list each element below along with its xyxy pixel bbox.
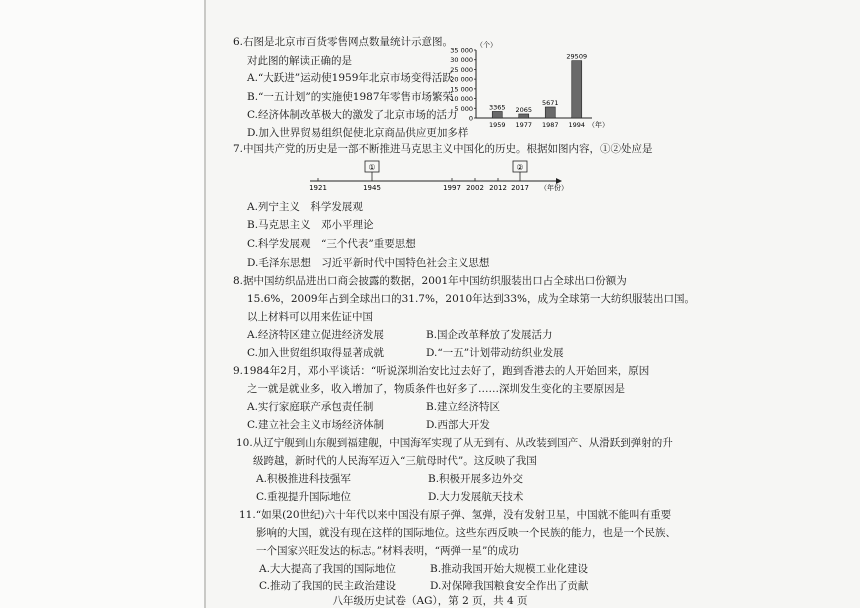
q8-line-1: 8.据中国纺织品进出口商会披露的数据，2001年中国纺织服装出口占全球出口份额为 [233, 275, 627, 287]
chart-value-label: 3365 [488, 103, 506, 112]
chart-x-tick-label: 1977 [515, 121, 533, 129]
q9-line-2: 之一就是就业多，收入增加了，物质条件也好多了……深圳发生变化的主要原因是 [247, 383, 625, 395]
chart-x-unit: （年） [588, 121, 609, 129]
chart-x-tick-label: 1959 [488, 121, 506, 129]
q8-line-3: 以上材料可以用来佐证中国 [247, 311, 373, 323]
q6-stem: 6.右图是北京市百货零售网点数量统计示意图。 [233, 36, 454, 48]
q11-line-3: 一个国家兴旺发达的标志。”材料表明，“两弹一星”的成功 [256, 545, 519, 557]
chart-y-tick-label: 30 000 [450, 56, 473, 65]
chart-value-label: 5671 [541, 98, 559, 107]
q7-option-c: C.科学发展观 “三个代表”重要思想 [247, 238, 416, 250]
q10-line-1: 10.从辽宁舰到山东舰到福建舰，中国海军实现了从无到有、从改装到国产、从滑跃到弹射的升 [236, 437, 673, 449]
q7-stem: 7.中国共产党的历史是一部不断推进马克思主义中国化的历史。根据如图内容，①②处应是 [233, 143, 653, 155]
q9-option-c: C.建立社会主义市场经济体制 [247, 419, 384, 431]
chart-x-tick-label: 1994 [568, 121, 586, 129]
q8-option-d: D.“一五”计划带动纺织业发展 [426, 347, 564, 359]
chart-y-tick-label: 15 000 [450, 85, 473, 94]
q9-line-1: 9.1984年2月，邓小平谈话：“听说深圳治安比过去好了，跑到香港去的人开始回来，原因 [233, 365, 650, 377]
q8-line-2: 15.6%，2009年占到全球出口的31.7%，2010年达到33%，成为全球第一大纺织服装出口国。 [247, 293, 695, 305]
q6-option-c: C.经济体制改革极大的激发了北京市场的活力 [247, 109, 458, 121]
page-footer: 八年级历史试卷（AG），第 2 页，共 4 页 [332, 595, 528, 607]
timeline-unit: （年份） [540, 184, 568, 192]
chart-bar [545, 107, 555, 118]
q6-option-d: D.加入世界贸易组织促使北京商品供应更加多样 [247, 127, 469, 139]
chart-y-tick-label: 0 [468, 114, 473, 123]
q8-option-c: C.加入世贸组织取得显著成就 [247, 347, 384, 359]
q7-option-b: B.马克思主义 邓小平理论 [247, 219, 374, 231]
q11-option-b: B.推动我国开始大规模工业化建设 [430, 563, 589, 575]
chart-bar [492, 111, 502, 118]
timeline-marker-label: ② [516, 163, 524, 172]
q10-option-d: D.大力发展航天技术 [428, 491, 524, 503]
chart-y-tick-label: 25 000 [450, 65, 473, 74]
chart-y-tick-label: 10 000 [450, 95, 473, 104]
q11-option-d: D.对保障我国粮食安全作出了贡献 [430, 580, 589, 592]
timeline-year: 2012 [489, 184, 507, 192]
q10-line-2: 级跨越，新时代的人民海军迈入“三航母时代”。这反映了我国 [253, 455, 537, 467]
q11-line-2: 影响的大国，就没有现在这样的国际地位。这些东西反映一个民族的能力，也是一个民族、 [256, 527, 676, 539]
chart-bar [519, 114, 529, 118]
chart-x-tick-label: 1987 [541, 121, 559, 129]
timeline-year: 1945 [363, 184, 381, 192]
q7-option-d: D.毛泽东思想 习近平新时代中国特色社会主义思想 [247, 257, 490, 269]
timeline-year: 2017 [511, 184, 529, 192]
timeline-marker-label: ① [368, 163, 376, 172]
retail-outlets-bar-chart [444, 38, 614, 134]
q8-option-a: A.经济特区建立促进经济发展 [247, 329, 384, 341]
q9-option-d: D.西部大开发 [426, 419, 490, 431]
q11-option-a: A.大大提高了我国的国际地位 [259, 563, 396, 575]
q9-option-a: A.实行家庭联产承包责任制 [247, 401, 374, 413]
timeline-year: 2002 [466, 184, 484, 192]
chart-value-label: 29509 [566, 52, 588, 61]
timeline-year: 1997 [443, 184, 461, 192]
q6-lead: 对此图的解读正确的是 [247, 55, 352, 67]
timeline-year: 1921 [309, 184, 327, 192]
chart-y-tick-label: 20 000 [450, 75, 473, 84]
chart-value-label: 2065 [515, 105, 533, 114]
q11-line-1: 11.“如果(20世纪)六十年代以来中国没有原子弹、氢弹，没有发射卫星，中国就不能叫有重要 [239, 509, 672, 521]
chart-bar [572, 61, 582, 118]
q11-option-c: C.推动了我国的民主政治建设 [259, 580, 396, 592]
chart-y-tick-label: 5 000 [454, 104, 473, 113]
q9-option-b: B.建立经济特区 [426, 401, 501, 413]
q6-option-a: A.“大跃进”运动使1959年北京市场变得活跃 [247, 72, 453, 84]
chart-y-unit: （个） [476, 41, 497, 49]
q10-option-a: A.积极推进科技强军 [256, 473, 351, 485]
party-history-timeline [308, 160, 568, 194]
chart-y-tick-label: 35 000 [450, 46, 473, 55]
q6-option-b: B.“一五计划”的实施使1987年零售市场繁荣 [247, 91, 454, 103]
q10-option-b: B.积极开展多边外交 [428, 473, 524, 485]
q10-option-c: C.重视提升国际地位 [256, 491, 351, 503]
left-margin [0, 0, 205, 608]
q7-option-a: A.列宁主义 科学发展观 [247, 201, 363, 213]
q8-option-b: B.国企改革释放了发展活力 [426, 329, 553, 341]
